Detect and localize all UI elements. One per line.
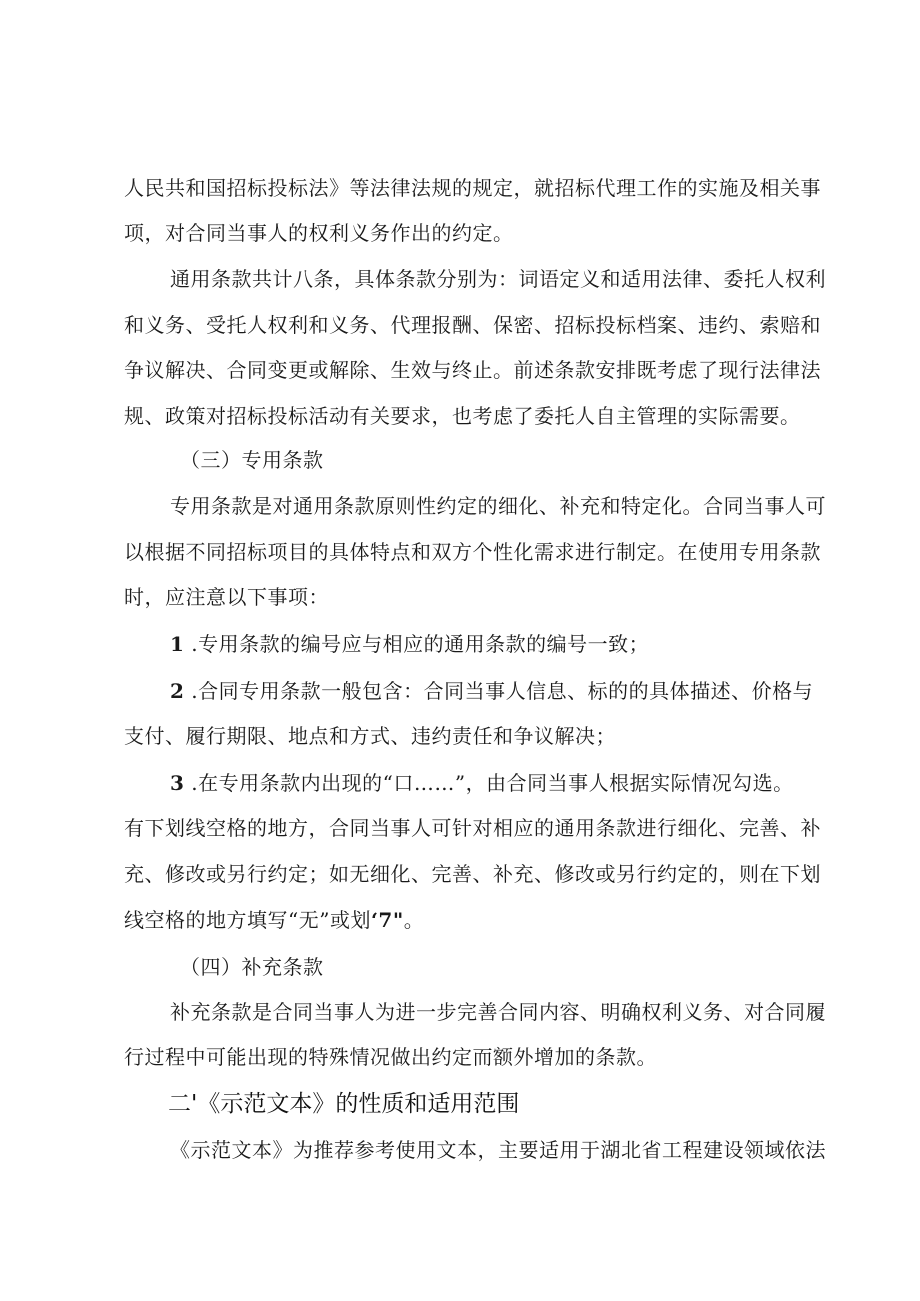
paragraph-line: 充、修改或另行约定；如无细化、完善、补充、修改或另行约定的，则在下划: [124, 862, 821, 886]
list-number: 3: [170, 771, 185, 795]
line-text: 线空格的地方填写“无”或划: [124, 908, 371, 932]
chapter-heading: 二'《示范文本》的性质和适用范围: [168, 1091, 520, 1117]
line-text: 。: [403, 908, 425, 932]
paragraph-line: 项，对合同当事人的权利义务作出的约定。: [124, 221, 514, 245]
section-heading: （四）补充条款: [180, 955, 324, 979]
paragraph-line: 《示范文本》为推荐参考使用文本，主要适用于湖北省工程建设领域依法: [170, 1138, 826, 1162]
paragraph-line: 有下划线空格的地方，合同当事人可针对相应的通用条款进行细化、完善、补: [124, 816, 821, 840]
paragraph-line: [124, 908, 424, 932]
paragraph-line: 专用条款是对通用条款原则性约定的细化、补充和特定化。合同当事人可: [170, 494, 826, 518]
paragraph-line: 补充条款是合同当事人为进一步完善合同内容、明确权利义务、对合同履: [170, 1000, 826, 1024]
paragraph-line: 争议解决、合同变更或解除、生效与终止。前述条款安排既考虑了现行法律法: [124, 358, 821, 382]
list-text: .在专用条款内出现的“口……”，由合同当事人根据实际情况勾选。: [184, 771, 794, 795]
section-heading: （三）专用条款: [180, 448, 324, 472]
list-item: [170, 771, 794, 795]
paragraph-line: 规、政策对招标投标活动有关要求，也考虑了委托人自主管理的实际需要。: [124, 404, 801, 428]
paragraph-line: 支付、履行期限、地点和方式、违约责任和争议解决；: [124, 724, 616, 748]
list-text: .专用条款的编号应与相应的通用条款的编号一致；: [184, 632, 650, 656]
paragraph-line: 时，应注意以下事项：: [124, 585, 329, 609]
mark-symbol: ‘7": [370, 908, 404, 932]
list-number: 2: [170, 679, 185, 703]
list-item: [170, 632, 649, 656]
paragraph-line: 行过程中可能出现的特殊情况做出约定而额外增加的条款。: [124, 1045, 657, 1069]
list-item: [170, 679, 813, 703]
paragraph-line: 和义务、受托人权利和义务、代理报酬、保密、招标投标档案、违约、索赔和: [124, 313, 821, 337]
paragraph-line: 人民共和国招标投标法》等法律法规的规定，就招标代理工作的实施及相关事: [124, 176, 821, 200]
list-text: .合同专用条款一般包含：合同当事人信息、标的的具体描述、价格与: [184, 679, 814, 703]
paragraph-line: 以根据不同招标项目的具体特点和双方个性化需求进行制定。在使用专用条款: [124, 540, 821, 564]
list-number: 1: [170, 632, 185, 656]
paragraph-line: 通用条款共计八条，具体条款分别为：词语定义和适用法律、委托人权利: [170, 267, 826, 291]
